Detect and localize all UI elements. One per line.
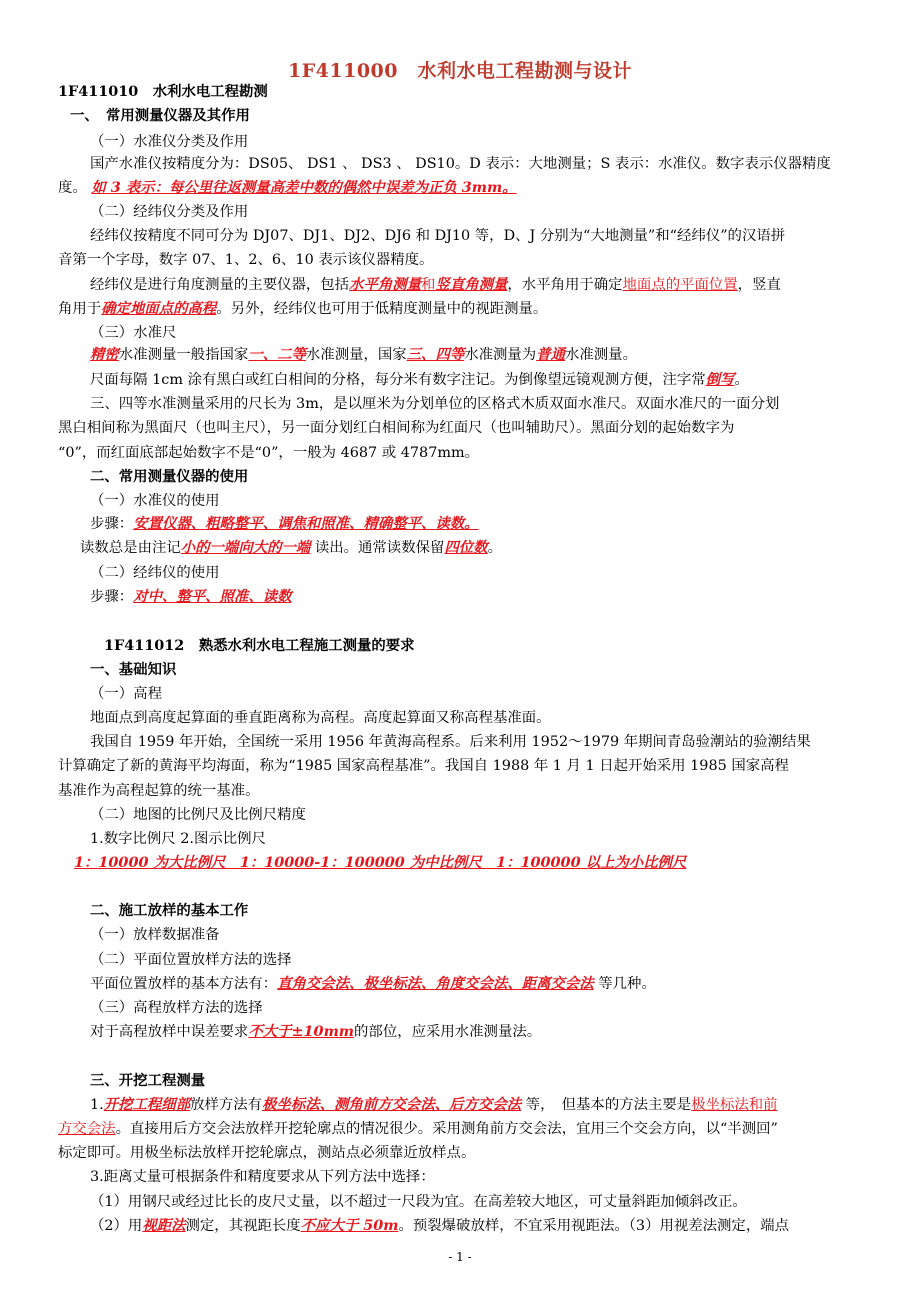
highlighted-text: 和 bbox=[421, 277, 436, 293]
text-line bbox=[90, 709, 551, 727]
text-line bbox=[58, 444, 479, 462]
text-span: 水准测量为 bbox=[464, 347, 537, 363]
highlighted-text: 普通 bbox=[536, 346, 565, 363]
text-span: 。直接用后方交会法放样开挖轮廓点的情况很少。采用测角前方交会法，宜用三个交会方向，以“半测回” bbox=[115, 1121, 778, 1137]
highlighted-text: 不大于±10mm bbox=[248, 1023, 355, 1040]
text-line bbox=[58, 251, 433, 269]
section-heading bbox=[70, 107, 250, 125]
text-line bbox=[90, 492, 220, 510]
highlighted-text: 安置仪器、粗略整平、调焦和照准、精确整平、读数。 bbox=[133, 515, 479, 532]
text-span: 等， 但基本的方法主要是 bbox=[521, 1097, 692, 1113]
section-heading bbox=[104, 637, 415, 655]
text-span: 一、 常用测量仪器及其作用 bbox=[70, 107, 250, 124]
text-line bbox=[90, 515, 479, 533]
text-span: （二）地图的比例尺及比例尺精度 bbox=[90, 807, 306, 823]
text-span: ，水平角用于确定 bbox=[507, 277, 623, 293]
section-heading bbox=[58, 83, 268, 101]
text-span: （二）经纬仪的使用 bbox=[90, 565, 220, 581]
text-line bbox=[74, 854, 686, 872]
text-span: 。预裂爆破放样，不宜采用视距法。（3）用视差法测定，端点 bbox=[398, 1218, 789, 1234]
text-span: 1F411012 熟悉水利水电工程施工测量的要求 bbox=[104, 637, 415, 654]
text-span: 测定，其视距长度 bbox=[185, 1218, 301, 1234]
text-line bbox=[90, 1168, 435, 1186]
text-span: 放样方法有 bbox=[190, 1097, 263, 1113]
text-line bbox=[90, 371, 749, 389]
text-line bbox=[90, 830, 266, 848]
text-span: （一）水准仪的使用 bbox=[90, 493, 220, 509]
highlighted-text: 极坐标法、测角前方交会法、后方交会法 bbox=[262, 1096, 522, 1113]
text-line bbox=[90, 1193, 747, 1211]
text-span: 读出。通常读数保留 bbox=[310, 540, 445, 556]
highlighted-text: 水平角测量 bbox=[349, 276, 422, 293]
text-span: 等几种。 bbox=[593, 976, 656, 992]
text-line bbox=[90, 346, 637, 364]
highlighted-text: 小的一端向大的一端 bbox=[180, 539, 311, 556]
text-line bbox=[80, 539, 502, 557]
text-line bbox=[90, 999, 263, 1017]
text-span: 水准测量，国家 bbox=[305, 347, 407, 363]
text-span: 平面位置放样的基本方法有： bbox=[90, 976, 278, 992]
text-span: 经纬仪按精度不同可分为 DJ07、DJ1、DJ2、DJ6 和 DJ10 等，D、J 分别为“大地测量”和“经纬仪”的汉语拼 bbox=[90, 228, 786, 244]
highlighted-text: 1：10000 为大比例尺 1：10000-1：100000 为中比例尺 1：100000 以上为小比例尺 bbox=[74, 854, 687, 871]
text-line bbox=[90, 203, 248, 221]
highlighted-text: 极坐标法和前 bbox=[691, 1097, 778, 1113]
highlighted-text: 直角交会法、极坐标法、角度交会法、距离交会法 bbox=[277, 975, 594, 992]
text-span: 3.距离丈量可根据条件和精度要求从下列方法中选择： bbox=[90, 1169, 435, 1185]
text-span: 尺面每隔 1cm 涂有黑白或红白相间的分格，每分米有数字注记。为倒像望远镜观测方便，注字常 bbox=[90, 372, 706, 388]
text-span: 水准测量。 bbox=[565, 347, 637, 363]
text-span: 基准作为高程起算的统一基准。 bbox=[58, 783, 260, 799]
highlighted-text: 视距法 bbox=[142, 1217, 186, 1234]
text-line bbox=[58, 419, 734, 437]
section-heading bbox=[90, 661, 176, 679]
text-span: 度。 bbox=[58, 180, 92, 196]
text-span: （一）放样数据准备 bbox=[90, 927, 220, 943]
text-span: （二）经纬仪分类及作用 bbox=[90, 204, 249, 220]
text-line bbox=[90, 588, 292, 606]
text-line bbox=[90, 951, 291, 969]
highlighted-text: 如 3 表示：每公里往返测量高差中数的偶然中误差为正负 3mm。 bbox=[91, 179, 517, 196]
text-span: 步骤： bbox=[90, 589, 134, 605]
highlighted-text: 一、二等 bbox=[248, 346, 306, 363]
text-span: （一）高程 bbox=[90, 686, 162, 702]
text-line bbox=[90, 1023, 541, 1041]
highlighted-text: 倒写 bbox=[705, 371, 735, 388]
highlighted-text: 三、四等 bbox=[406, 346, 465, 363]
text-span: 计算确定了新的黄海平均海面，称为“1985 国家高程基准”。我国自 1988 年 1 月 1 日起开始采用 1985 国家高程 bbox=[58, 758, 789, 774]
text-span: 。 bbox=[487, 540, 502, 556]
section-heading bbox=[90, 902, 248, 920]
text-span: （2）用 bbox=[90, 1218, 143, 1234]
text-span: 一、基础知识 bbox=[90, 661, 177, 678]
text-span: 国产水准仪按精度分为：DS05、 DS1 、 DS3 、 DS10。D 表示：大地测量；S 表示：水准仪。数字表示仪器精度 bbox=[90, 156, 831, 172]
text-line bbox=[58, 300, 547, 318]
text-line bbox=[90, 227, 785, 245]
text-span: 音第一个字母，数字 07、1、2、6、10 表示该仪器精度。 bbox=[58, 252, 434, 268]
text-line bbox=[58, 179, 517, 197]
text-span: 步骤： bbox=[90, 516, 134, 532]
text-line bbox=[90, 733, 811, 751]
text-span: 。另外，经纬仪也可用于低精度测量中的视距测量。 bbox=[216, 301, 548, 317]
highlighted-text: 开挖工程细部 bbox=[103, 1096, 191, 1113]
text-line bbox=[58, 782, 259, 800]
text-line bbox=[58, 1144, 475, 1162]
text-line bbox=[90, 324, 176, 342]
text-span: 角用于 bbox=[58, 301, 102, 317]
text-span: 1.数字比例尺 2.图示比例尺 bbox=[90, 831, 266, 847]
text-span: 二、施工放样的基本工作 bbox=[90, 902, 249, 919]
text-line bbox=[58, 1120, 778, 1138]
text-span: 三、开挖工程测量 bbox=[90, 1072, 206, 1089]
text-span: （一）水准仪分类及作用 bbox=[90, 134, 249, 150]
text-line bbox=[90, 564, 220, 582]
page-number: - 1 - bbox=[448, 1250, 472, 1264]
text-line bbox=[90, 395, 779, 413]
text-line bbox=[90, 806, 306, 824]
page-title: 1F411000 水利水电工程勘测与设计 bbox=[287, 60, 633, 82]
highlighted-text: 确定地面点的高程 bbox=[101, 300, 217, 317]
highlighted-text: 精密 bbox=[90, 346, 119, 363]
text-span: 标定即可。用极坐标法放样开挖轮廓点，测站点必须靠近放样点。 bbox=[58, 1145, 476, 1161]
highlighted-text: 竖直角测量 bbox=[435, 276, 508, 293]
text-span: 三、四等水准测量采用的尺长为 3m，是以厘米为分划单位的区格式木质双面水准尺。双面水准尺的一面分划 bbox=[90, 396, 780, 412]
highlighted-text: 四位数 bbox=[444, 539, 488, 556]
section-heading bbox=[90, 1072, 205, 1090]
text-line bbox=[90, 133, 248, 151]
highlighted-text: 方交会法 bbox=[58, 1121, 116, 1137]
text-span: 水准测量一般指国家 bbox=[118, 347, 249, 363]
highlighted-text: 地面点的平面位置 bbox=[622, 277, 738, 293]
highlighted-text: 对中、整平、照准、读数 bbox=[133, 588, 292, 605]
text-line bbox=[58, 757, 789, 775]
text-line bbox=[90, 975, 656, 993]
text-line bbox=[90, 1096, 778, 1114]
text-line bbox=[90, 926, 220, 944]
text-line bbox=[90, 155, 831, 173]
text-span: 二、常用测量仪器的使用 bbox=[90, 468, 249, 485]
text-span: 1F411010 水利水电工程勘测 bbox=[58, 83, 268, 100]
text-span: 地面点到高度起算面的垂直距离称为高程。高度起算面又称高程基准面。 bbox=[90, 710, 551, 726]
text-span: 1. bbox=[90, 1097, 104, 1113]
text-span: （三）水准尺 bbox=[90, 325, 177, 341]
text-span: ，竖直 bbox=[737, 277, 781, 293]
text-line bbox=[90, 685, 162, 703]
text-line bbox=[90, 1217, 789, 1235]
text-span: 。 bbox=[734, 372, 749, 388]
text-span: （1）用钢尺或经过比长的皮尺丈量，以不超过一尺段为宜。在高差较大地区，可丈量斜距加倾斜改正。 bbox=[90, 1194, 747, 1210]
text-span: 对于高程放样中误差要求 bbox=[90, 1024, 249, 1040]
text-span: “0”，而红面底部起始数字不是“0”，一般为 4687 或 4787mm。 bbox=[58, 445, 480, 461]
text-line bbox=[90, 276, 781, 294]
text-span: 的部位，应采用水准测量法。 bbox=[354, 1024, 542, 1040]
text-span: 经纬仪是进行角度测量的主要仪器，包括 bbox=[90, 277, 350, 293]
text-span: （三）高程放样方法的选择 bbox=[90, 1000, 263, 1016]
text-span: 我国自 1959 年开始，全国统一采用 1956 年黄海高程系。后来利用 1952～1979 年期间青岛验潮站的验潮结果 bbox=[90, 734, 811, 750]
text-span: （二）平面位置放样方法的选择 bbox=[90, 952, 292, 968]
highlighted-text: 不应大于 50m bbox=[300, 1217, 399, 1234]
section-heading bbox=[90, 468, 248, 486]
text-span: 黑白相间称为黑面尺（也叫主尺），另一面分划红白相间称为红面尺（也叫辅助尺）。黑面分划的起始数字为 bbox=[58, 420, 735, 436]
text-span: 读数总是由注记 bbox=[80, 540, 181, 556]
